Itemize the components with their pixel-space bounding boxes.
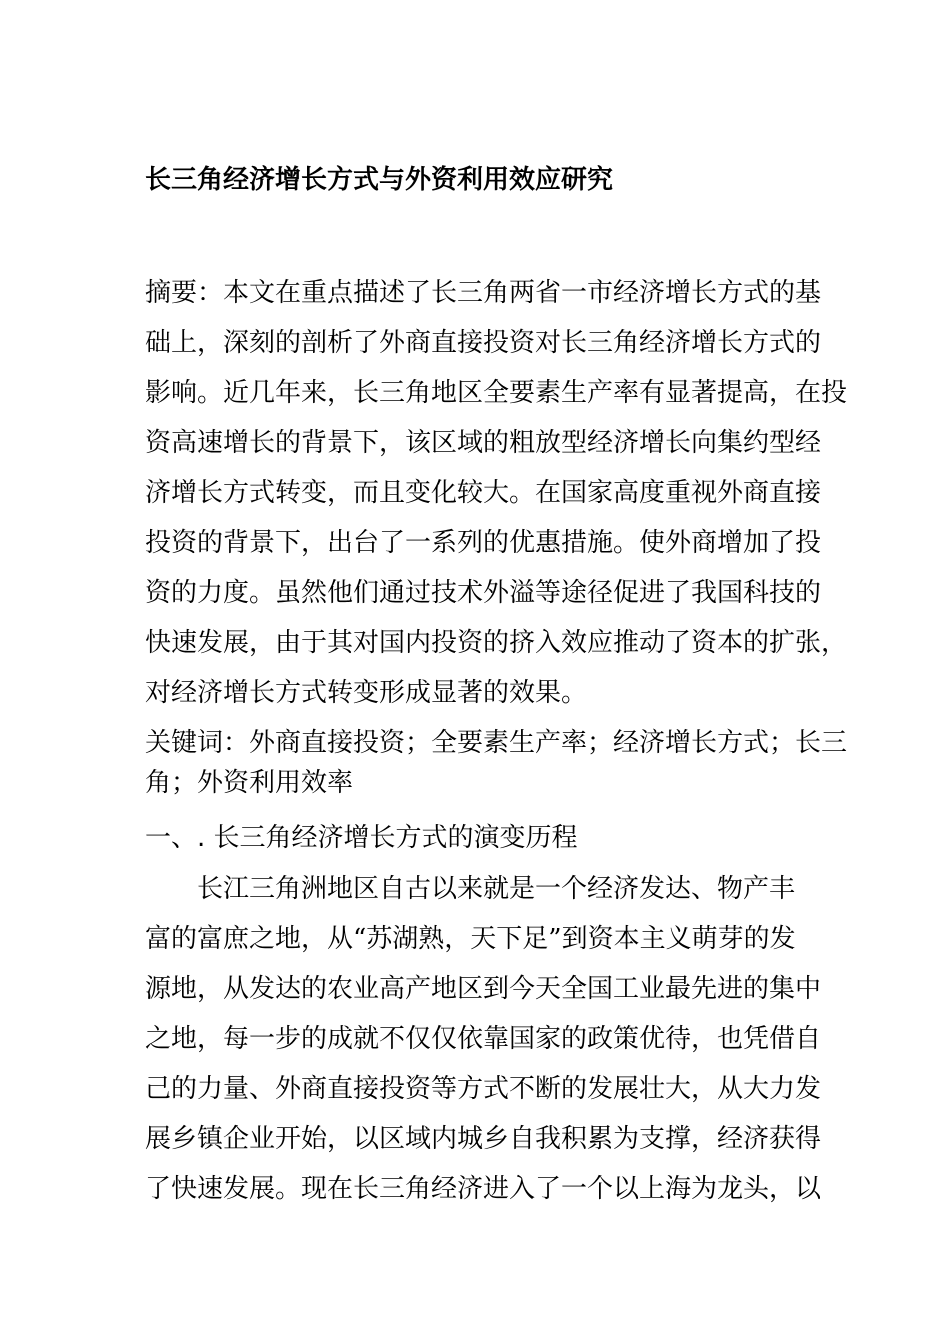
- abstract-line: 投资的背景下，出台了一系列的优惠措施。使外商增加了投: [145, 528, 822, 558]
- keywords-paragraph: [145, 723, 848, 803]
- abstract-line: 资的力度。虽然他们通过技术外溢等途径促进了我国科技的: [145, 578, 822, 608]
- section-line: 富的富庶之地，从“苏湖熟，天下足”到资本主义萌芽的发: [145, 924, 796, 954]
- section-line: 长江三角洲地区自古以来就是一个经济发达、物产丰: [145, 874, 796, 904]
- abstract-line: 摘要：本文在重点描述了长三角两省一市经济增长方式的基: [145, 278, 822, 308]
- abstract-line: 对经济增长方式转变形成显著的效果。: [145, 678, 588, 708]
- section-line: 展乡镇企业开始，以区域内城乡自我积累为支撑，经济获得: [145, 1124, 822, 1154]
- section-heading: 一、. 长三角经济增长方式的演变历程: [145, 823, 578, 853]
- abstract-line: 础上，深刻的剖析了外商直接投资对长三角经济增长方式的: [145, 328, 822, 358]
- abstract-line: 资高速增长的背景下，该区域的粗放型经济增长向集约型经: [145, 428, 822, 458]
- abstract-line: 影响。近几年来，长三角地区全要素生产率有显著提高，在投: [145, 378, 848, 408]
- abstract-paragraph: [145, 268, 848, 718]
- abstract-line: 济增长方式转变，而且变化较大。在国家高度重视外商直接: [145, 478, 822, 508]
- abstract-line: 快速发展，由于其对国内投资的挤入效应推动了资本的扩张，: [145, 628, 848, 658]
- keywords-line: 关键词：外商直接投资；全要素生产率；经济增长方式；长三: [145, 728, 848, 758]
- section-paragraph: [145, 864, 835, 1214]
- section-line: 了快速发展。现在长三角经济进入了一个以上海为龙头，以: [145, 1174, 822, 1204]
- section-line: 己的力量、外商直接投资等方式不断的发展壮大，从大力发: [145, 1074, 822, 1104]
- keywords-line: 角；外资利用效率: [145, 768, 354, 798]
- document-title: 长三角经济增长方式与外资利用效应研究: [145, 165, 614, 195]
- section-line: 源地，从发达的农业高产地区到今天全国工业最先进的集中: [145, 974, 822, 1004]
- section-line: 之地，每一步的成就不仅仅依靠国家的政策优待，也凭借自: [145, 1024, 822, 1054]
